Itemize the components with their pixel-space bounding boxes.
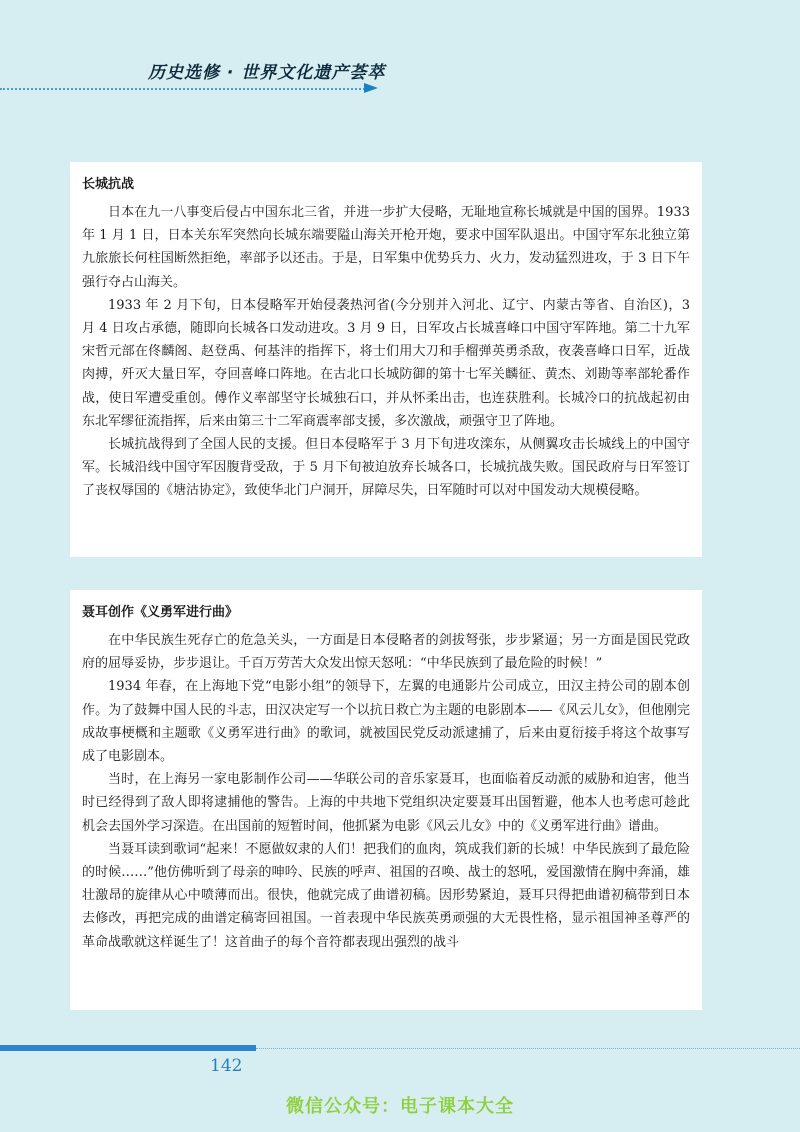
footer-accent-bar: [0, 1045, 256, 1051]
section-title: 聂耳创作《义勇军进行曲》: [82, 605, 239, 620]
header-arrow-icon: [364, 83, 378, 93]
page-number: 142: [210, 1056, 243, 1076]
footer-dotted-line: [256, 1048, 800, 1049]
header-title: 历史选修 · 世界文化遗产荟萃: [148, 63, 386, 83]
paragraph: 当聂耳读到歌词“起来！不愿做奴隶的人们！把我们的血肉，筑成我们新的长城！中华民族到了最危险的时候……”他仿佛听到了母亲的呻吟、民族的呼声、祖国的召唤、战士的怒吼，爱国激情在胸中奔涌，雄壮激昂的旋律从心中喷薄而出。很快，他就完成了曲谱初稿。因形势紧迫，聂耳只得把曲谱初稿带到日本去修改，再把完成的曲谱定稿寄回祖国。一首表现中华民族英勇顽强的大无畏性格，显示祖国神圣尊严的革命战歌就这样诞生了！这首曲子的每个音符都表现出强烈的战斗: [82, 841, 690, 950]
paragraph: 长城抗战得到了全国人民的支援。但日本侵略军于 3 月下旬进攻滦东，从侧翼攻击长城线上的中国守军。长城沿线中国守军因腹背受敌，于 5 月下旬被迫放弃长城各口，长城抗战失败。国民政府与日军签订了丧权辱国的《塘沽协定》，致使华北门户洞开，屏障尽失，日军随时可以对中国发动大规模侵略。: [82, 437, 690, 499]
paragraph: 当时，在上海另一家电影制作公司——华联公司的音乐家聂耳，也面临着反动派的威胁和迫害，他当时已经得到了敌人即将逮捕他的警告。上海的中共地下党组织决定要聂耳出国暂避，他本人也考虑可趁此机会去国外学习深造。在出国前的短暂时间，他抓紧为电影《风云儿女》中的《义勇军进行曲》谱曲。: [82, 772, 690, 834]
section-panel-great-wall: [70, 162, 702, 557]
paragraph: 在中华民族生死存亡的危急关头，一方面是日本侵略者的剑拔弩张，步步紧逼；另一方面是国民党政府的屈辱妥协，步步退让。千百万劳苦大众发出惊天怒吼：“中华民族到了最危险的时候！”: [82, 633, 690, 672]
paragraph: 日本在九一八事变后侵占中国东北三省，并进一步扩大侵略，无耻地宣称长城就是中国的国界。1933 年 1 月 1 日，日本关东军突然向长城东端要隘山海关开枪开炮，要求中国军队退出。中国守军东北独立第九旅旅长何柱国断然拒绝，率部予以还击。于是，日军集中优势兵力、火力，发动猛烈进攻，于 3 日下午强行夺占山海关。: [82, 205, 690, 290]
section-title: 长城抗战: [82, 177, 135, 192]
paragraph: 1933 年 2 月下旬，日本侵略军开始侵袭热河省(今分别并入河北、辽宁、内蒙古等省、自治区)，3 月 4 日攻占承德，随即向长城各口发动进攻。3 月 9 日，日军攻占长城喜峰口中国守军阵地。第二十九军宋哲元部在佟麟阁、赵登禹、何基沣的指挥下，将士们用大刀和手榴弹英勇杀敌，夜袭喜峰口日军，近战肉搏，歼灭大量日军，夺回喜峰口阵地。在古北口长城防御的第十七军关麟征、黄杰、刘勘等率部轮番作战，使日军遭受重创。傅作义率部坚守长城独石口，并从怀柔出击，也连获胜利。长城冷口的抗战起初由东北军缪征流指挥，后来由第三十二军商震率部支援，多次激战，顽强守卫了阵地。: [82, 297, 690, 429]
watermark: 微信公众号：电子课本大全: [286, 1096, 514, 1117]
paragraph: 1934 年春，在上海地下党“电影小组”的领导下，左翼的电通影片公司成立，田汉主持公司的剧本创作。为了鼓舞中国人民的斗志，田汉决定写一个以抗日救亡为主题的电影剧本——《风云儿女》，但他刚完成故事梗概和主题歌《义勇军进行曲》的歌词，就被国民党反动派逮捕了，后来由夏衍接手将这个故事写成了电影剧本。: [82, 679, 690, 765]
header-dotted-line: [0, 88, 368, 90]
section-panel-nie-er: [70, 590, 702, 1010]
